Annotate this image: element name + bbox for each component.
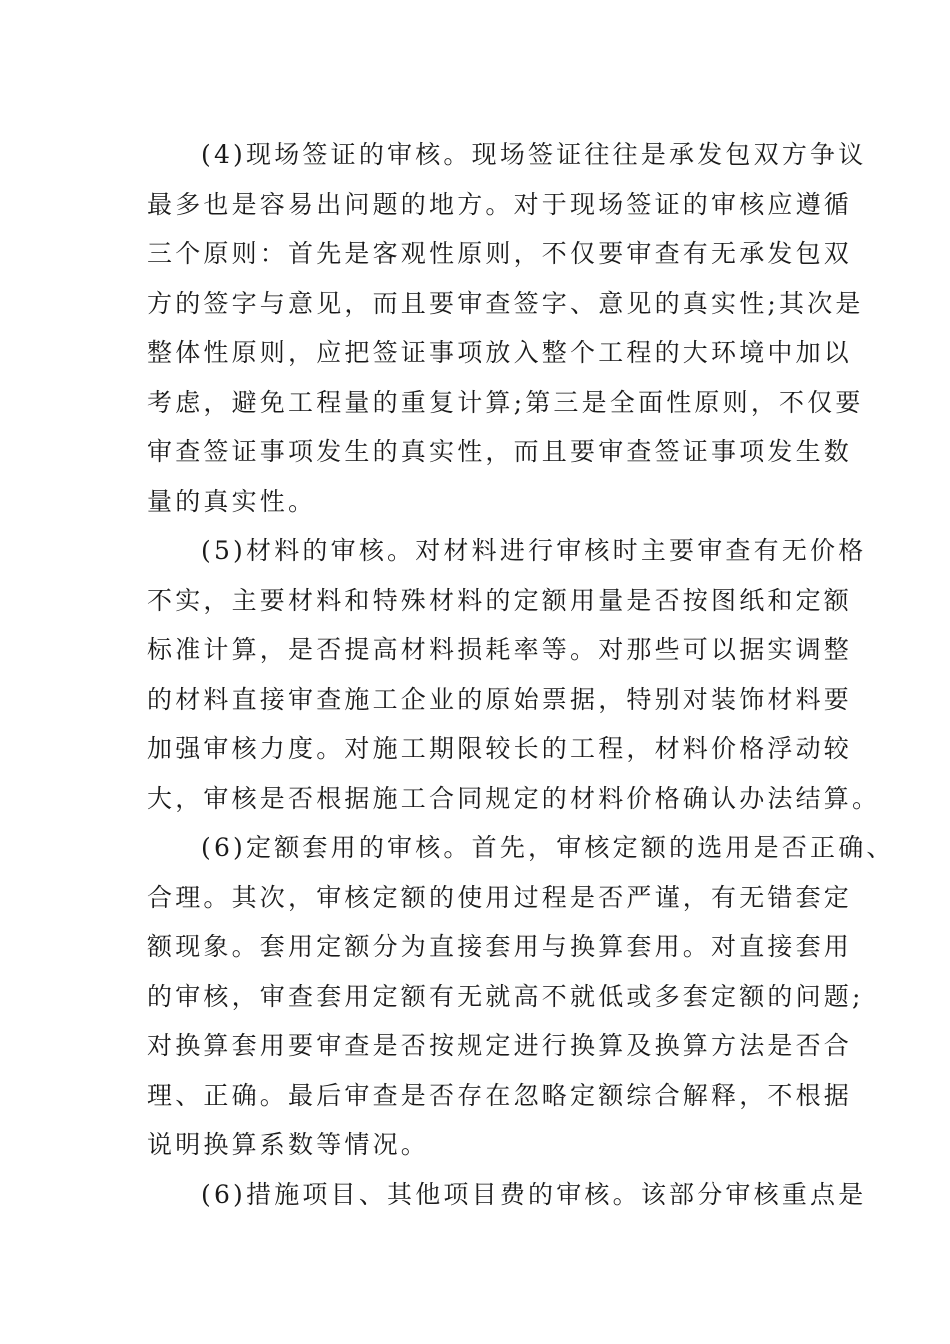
paragraph-line: 合理。其次，审核定额的使用过程是否严谨，有无错套定 xyxy=(147,882,853,912)
paragraph-line: (5)材料的审核。对材料进行审核时主要审查有无价格 xyxy=(201,536,867,565)
paragraph-line: 不实，主要材料和特殊材料的定额用量是否按图纸和定额 xyxy=(147,585,853,615)
paragraph-material-review xyxy=(147,526,881,823)
paragraph-line: 标准计算，是否提高材料损耗率等。对那些可以据实调整 xyxy=(147,635,853,664)
paragraph-line: 的审核，审查套用定额有无就高不就低或多套定额的问题; xyxy=(147,981,864,1011)
paragraph-line: 三个原则：首先是客观性原则，不仅要审查有无承发包双 xyxy=(147,239,853,268)
paragraph-line: 对换算套用要审查是否按规定进行换算及换算方法是否合 xyxy=(147,1031,853,1060)
paragraph-line: 理、正确。最后审查是否存在忽略定额综合解释，不根据 xyxy=(147,1080,853,1110)
paragraph-line: 整体性原则，应把签证事项放入整个工程的大环境中加以 xyxy=(147,338,853,367)
paragraph-line: 最多也是容易出问题的地方。对于现场签证的审核应遵循 xyxy=(147,189,853,219)
paragraph-line: 考虑，避免工程量的重复计算;第三是全面性原则，不仅要 xyxy=(147,387,864,417)
paragraph-line: (6)措施项目、其他项目费的审核。该部分审核重点是 xyxy=(201,1179,867,1209)
paragraph-line: (4)现场签证的审核。现场签证往往是承发包双方争议 xyxy=(201,140,867,169)
paragraph-line: 大，审核是否根据施工合同规定的材料价格确认办法结算。 xyxy=(147,783,881,813)
paragraph-line: 加强审核力度。对施工期限较长的工程，材料价格浮动较 xyxy=(147,734,853,763)
document-body xyxy=(147,130,895,1219)
paragraph-quota-review xyxy=(147,823,895,1170)
paragraph-line: 审查签证事项发生的真实性，而且要审查签证事项发生数 xyxy=(147,437,853,466)
paragraph-measures-review xyxy=(147,1170,867,1220)
paragraph-line: 的材料直接审查施工企业的原始票据，特别对装饰材料要 xyxy=(147,684,853,714)
paragraph-line: 说明换算系数等情况。 xyxy=(147,1130,430,1159)
paragraph-line: 方的签字与意见，而且要审查签字、意见的真实性;其次是 xyxy=(147,288,864,318)
paragraph-line: 额现象。套用定额分为直接套用与换算套用。对直接套用 xyxy=(147,932,853,961)
paragraph-line: (6)定额套用的审核。首先，审核定额的选用是否正确、 xyxy=(201,833,895,862)
paragraph-line: 量的真实性。 xyxy=(147,486,317,516)
paragraph-site-visa-review xyxy=(147,130,867,526)
